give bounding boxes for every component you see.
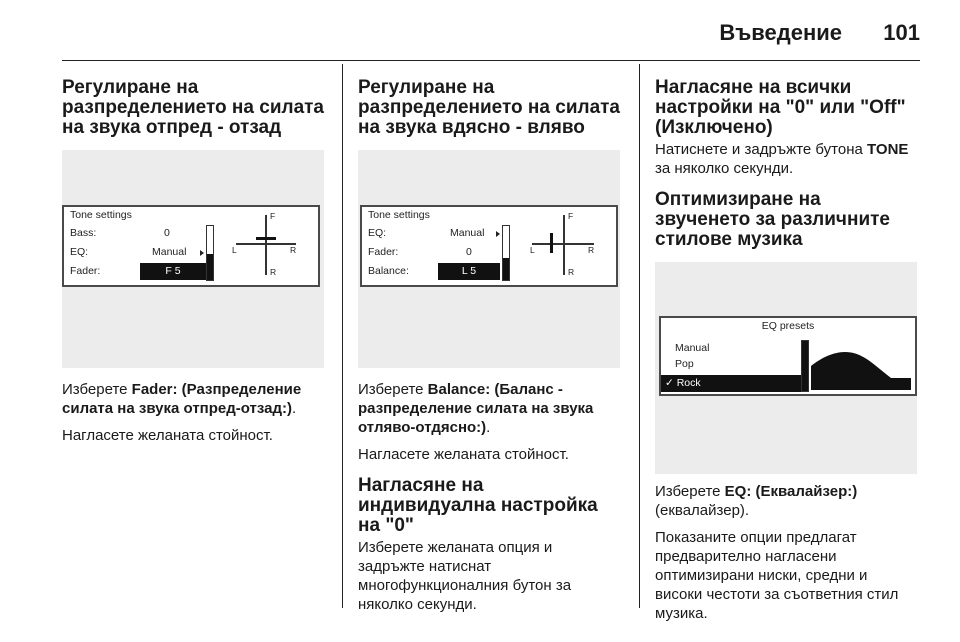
- scrollbar: [206, 225, 214, 281]
- label-front: F: [568, 211, 574, 221]
- label-left: L: [530, 245, 535, 255]
- screen-figure: [62, 150, 324, 368]
- screen-title: Tone settings: [70, 209, 132, 221]
- row-label: Fader:: [368, 246, 399, 258]
- bold-term: Fader: (Разпределение силата на звука отпред-отзад:): [62, 381, 302, 417]
- section-heading: Регулиране на разпределението на силата на звука вдясно - вляво: [358, 77, 621, 138]
- fader-position-marker: [256, 237, 276, 240]
- text: Изберете: [655, 483, 721, 500]
- balance-position-marker: [550, 233, 553, 253]
- instruction-select: [655, 482, 917, 520]
- menu-row-fader: [64, 263, 208, 280]
- menu-row-bass: [64, 225, 208, 242]
- column-3: [655, 78, 917, 623]
- text: .: [486, 419, 491, 436]
- arrow-right-icon: [496, 231, 500, 237]
- label-left: L: [232, 245, 237, 255]
- eq-curve-graphic: [811, 340, 911, 390]
- section-heading: Оптимизиране на звученето за различните стилове музика: [655, 189, 890, 250]
- preset-item-manual: [661, 340, 809, 357]
- preset-item-pop: [661, 356, 809, 373]
- preset-item-rock-selected: [661, 375, 801, 392]
- instruction-adjust: Нагласете желаната стойност.: [358, 446, 569, 463]
- row-value: 0: [466, 246, 472, 258]
- preset-label: ✓ Rock: [665, 377, 701, 389]
- bold-term: Balance: (Баланс - разпределение силата на звука отляво-отдясно:): [358, 381, 594, 436]
- label-rear: R: [270, 267, 277, 277]
- row-label: Fader:: [70, 265, 101, 277]
- screen-title: EQ presets: [761, 320, 815, 332]
- text: за няколко секунди.: [655, 160, 794, 177]
- menu-row-eq: [64, 244, 208, 261]
- row-label: Balance:: [368, 265, 409, 277]
- instruction-reset-all: [655, 140, 917, 178]
- preset-label: Manual: [675, 342, 710, 354]
- column-divider-2: [639, 64, 640, 608]
- fader-crosshair-vertical: [265, 215, 267, 275]
- scrollbar: [502, 225, 510, 281]
- label-right: R: [588, 245, 595, 255]
- row-label: EQ:: [368, 227, 387, 239]
- instruction-reset-single: Изберете желаната опция и задръжте натиснат многофункционалния бутон за няколко секунди.: [358, 539, 572, 613]
- screen-figure: [358, 150, 620, 368]
- text: Изберете: [62, 381, 128, 398]
- page-header-title: Въведение: [719, 20, 842, 45]
- row-value-selected: L 5: [438, 263, 500, 280]
- label-front: F: [270, 211, 276, 221]
- menu-row-eq: [362, 225, 506, 242]
- screen-title: Tone settings: [368, 209, 430, 221]
- text: Изберете: [358, 381, 424, 398]
- instruction-select: [62, 380, 324, 418]
- instruction-adjust: Нагласете желаната стойност.: [62, 427, 273, 444]
- menu-row-fader: [362, 244, 506, 261]
- scrollbar: [801, 340, 809, 392]
- row-label: EQ:: [70, 246, 89, 258]
- bold-term: EQ: (Еквалайзер:): [724, 483, 858, 500]
- preset-description: Показаните опции предлагат предварително нагласени оптимизирани ниски, средни и високи честоти за съответния стил музика.: [655, 529, 899, 622]
- row-value: Manual: [450, 227, 485, 239]
- menu-row-balance: [362, 263, 506, 280]
- header-rule: [62, 60, 920, 61]
- section-heading: Нагласяне на индивидуална настройка на "0": [358, 475, 598, 536]
- balance-crosshair-vertical: [563, 215, 565, 275]
- button-name: TONE: [867, 141, 909, 158]
- preset-label: Pop: [675, 358, 694, 370]
- text: .: [292, 400, 297, 417]
- instruction-select: [358, 380, 620, 437]
- column-2: [358, 78, 620, 614]
- section-heading: Регулиране на разпределението на силата на звука отпред - отзад: [62, 77, 325, 138]
- text: (еквалайзер).: [655, 502, 750, 519]
- row-value: Manual: [152, 246, 187, 258]
- section-heading: Нагласяне на всички настройки на "0" или "Off" (Изключено): [655, 77, 906, 138]
- tone-settings-screen: [360, 205, 618, 287]
- text: Натиснете и задръжте бутона: [655, 141, 863, 158]
- column-divider-1: [342, 64, 343, 608]
- tone-settings-screen: [62, 205, 320, 287]
- label-rear: R: [568, 267, 575, 277]
- row-label: Bass:: [70, 227, 97, 239]
- eq-presets-screen: [659, 316, 917, 396]
- row-value-selected: F 5: [140, 263, 206, 280]
- row-value: 0: [164, 227, 170, 239]
- label-right: R: [290, 245, 297, 255]
- page-number: 101: [883, 20, 920, 45]
- arrow-right-icon: [200, 250, 204, 256]
- column-1: [62, 78, 324, 445]
- screen-figure: [655, 262, 917, 474]
